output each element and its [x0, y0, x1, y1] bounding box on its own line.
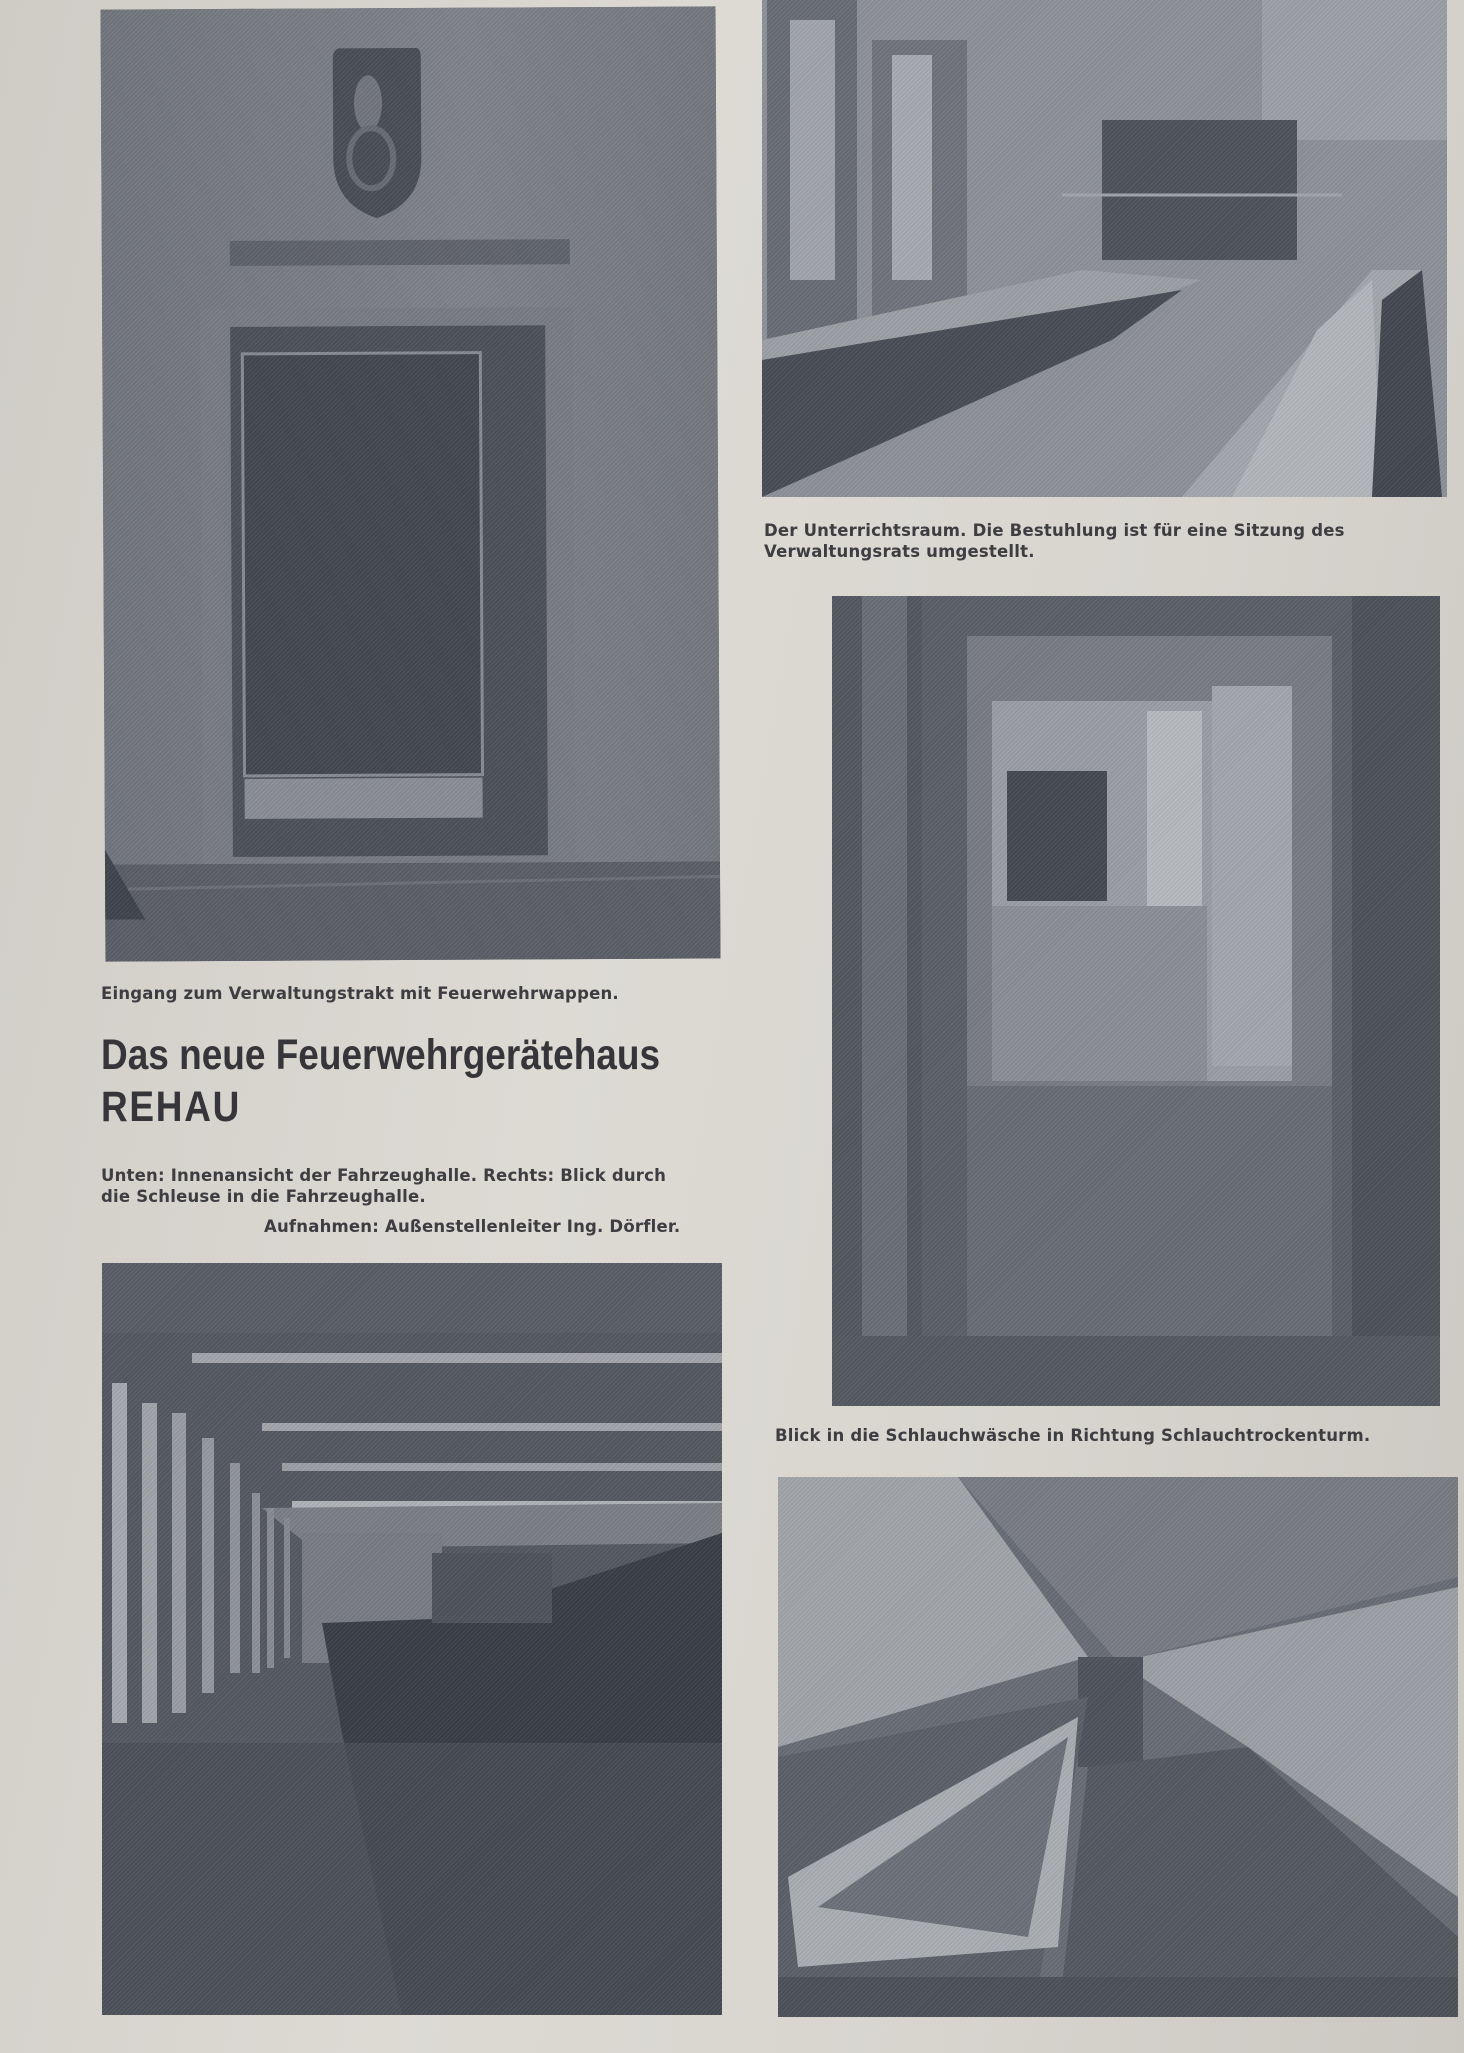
caption-classroom-line1: Der Unterrichtsraum. Die Bestuhlung ist für eine Sitzung des — [764, 521, 1345, 540]
floor — [992, 906, 1207, 1081]
photo-vehicle-hall — [102, 1263, 722, 2015]
photo-credit: Aufnahmen: Außenstellenleiter Ing. Dörfler. — [264, 1217, 681, 1236]
hall-floor — [102, 1743, 722, 2015]
caption-hose-wash: Blick in die Schlauchwäsche in Richtung Schlauchtrockenturm. — [775, 1426, 1371, 1445]
photo-entrance — [101, 6, 721, 961]
blackboard — [1102, 120, 1297, 260]
hose-wash-illustration — [778, 1477, 1458, 2017]
entrance-illustration — [101, 6, 721, 961]
photo-classroom — [762, 0, 1447, 497]
tower-doorway — [1078, 1657, 1143, 1767]
caption-entrance: Eingang zum Verwaltungstrakt mit Feuerwehrwappen. — [101, 984, 619, 1003]
airlock-illustration — [832, 596, 1440, 1406]
article-title: Das neue Feuerwehrgerätehaus — [101, 1031, 661, 1079]
fire-truck-view — [1007, 771, 1107, 901]
article-title-location: REHAU — [101, 1083, 242, 1131]
photo-hose-wash — [778, 1477, 1458, 2017]
photo-airlock — [832, 596, 1440, 1406]
inscription-band — [230, 239, 570, 266]
coat-of-arms — [331, 48, 422, 218]
door-kickplate — [245, 778, 483, 819]
entry-step — [105, 861, 720, 961]
caption-classroom-line2: Verwaltungsrats umgestellt. — [764, 542, 1035, 561]
intro-text-line2: die Schleuse in die Fahrzeughalle. — [101, 1187, 426, 1206]
door-jamb-right — [1352, 596, 1440, 1406]
door-glass — [242, 353, 482, 776]
intro-text-line1: Unten: Innenansicht der Fahrzeughalle. Rechts: Blick durch — [101, 1166, 667, 1185]
vehicle-hall-illustration — [102, 1263, 722, 2015]
classroom-illustration — [762, 0, 1447, 497]
ceiling-beam — [192, 1353, 722, 1363]
